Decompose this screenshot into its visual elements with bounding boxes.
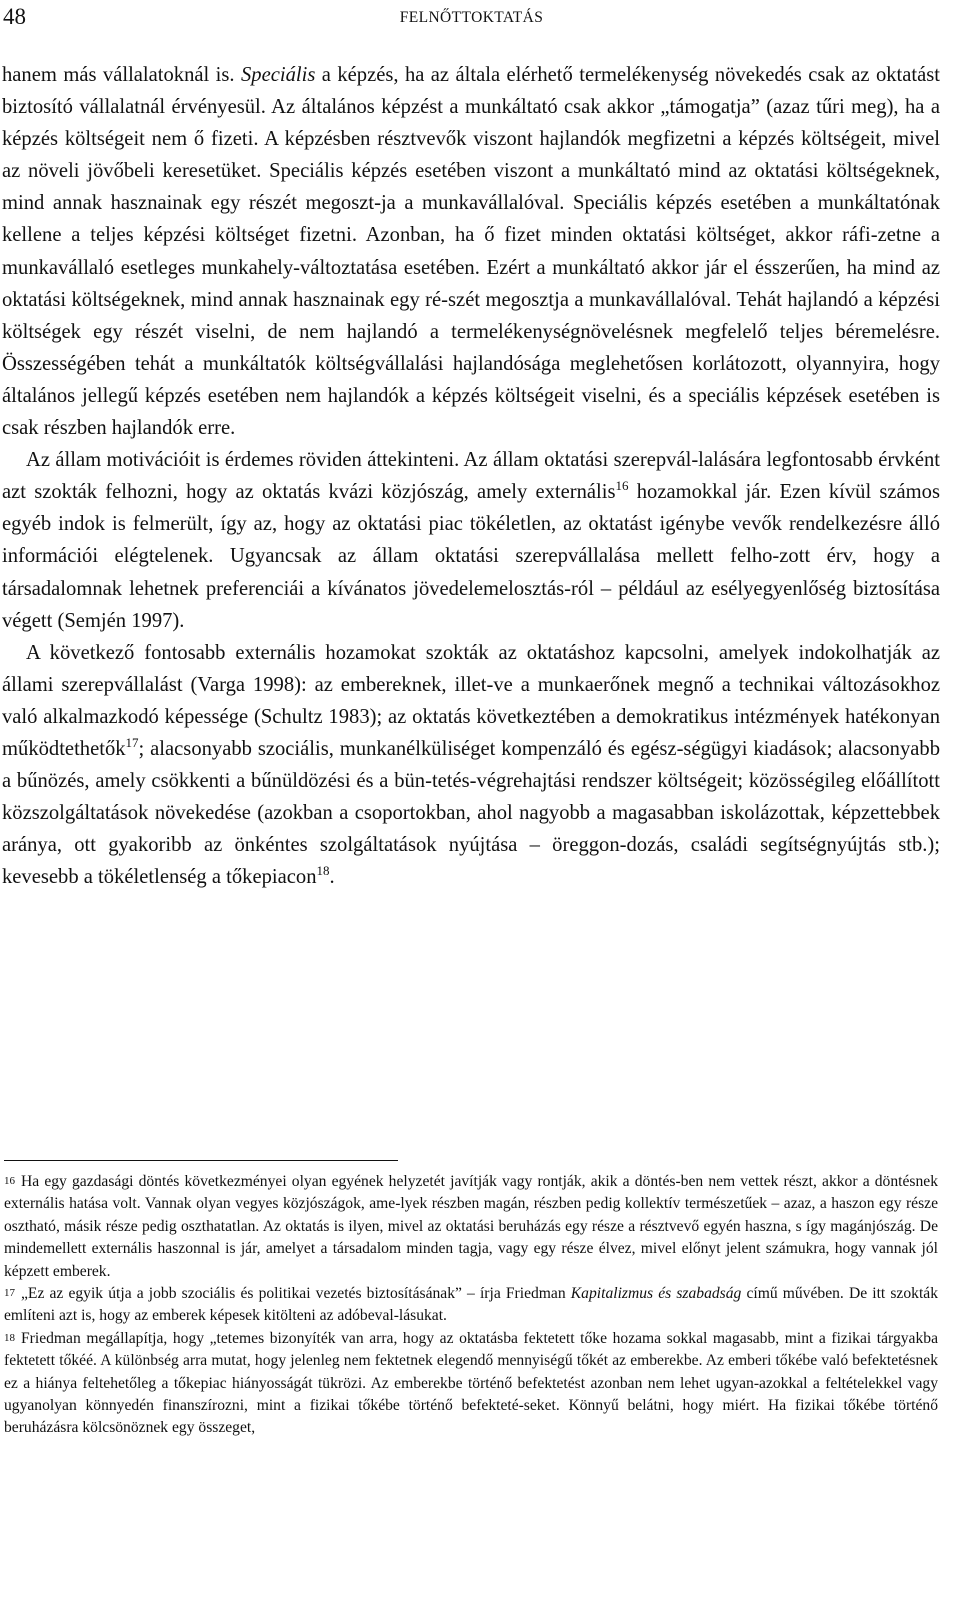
footnotes <box>4 1171 938 1440</box>
footnote-17 <box>4 1283 938 1328</box>
footnote-18 <box>4 1328 938 1440</box>
footnote-text: Ha egy gazdasági döntés következményei olyan egyének helyzetét javítják vagy rontják, akik a döntés-ben nem vettek részt, akkor a döntésnek externális hatása volt. Vannak olyan vegyes közjószágok, ame-lyek részben magán, részben pedig kollektív természetűek – azaz, a haszon egy része osztható, másik része pedig oszthatatlan. Az oktatás is ilyen, mivel az oktatási beruházás egy része a résztvevő egyén haszna, s így magánjószág. De mindemellett externális haszonnal is jár, amelyet a társadalom minden tagja, vagy egy része élvez, mivel előnyt jelent számukra, hogy vannak jól képzett emberek. <box>4 1173 938 1280</box>
paragraph-2 <box>2 444 940 637</box>
paragraph-1 <box>2 59 940 444</box>
paragraph-2-text-a: Az állam motivációit is érdemes röviden áttekinteni. Az állam oktatási szerepvál-lalására legfontosabb érvként azt szokták felhozni, hogy az oktatás kvázi közjószág, amely externális <box>2 449 940 504</box>
footnote-number: 16 <box>4 1175 15 1187</box>
footnote-text: Friedman megállapítja, hogy „tetemes bizonyíték van arra, hogy az oktatásba fektetett tőke hozama sokkal magasabb, mint a fizikai tárgyakba fektetett tőkéé. A különbség arra mutat, hogy jelenleg nem fektetnek elegendő mennyiségű tőkét az emberekbe. Az emberi tőkébe való befektetésnek ez a hiánya feltehetőleg a tőkepiac hiányosságát tükrözi. Az emberekbe történő befektetést azonban nem lehet ugyan-azokkal a feltételekkel vagy ugyanolyan könnyedén finanszírozni, mint a fizikai tőkébe történő befekteté-seket. Könnyű belátni, hogy miért. Ha fizikai tőkébe történő beruházásra kölcsönöznek egy összeget, <box>4 1329 938 1437</box>
footnote-text-cont: című művében. De itt szokták említeni azt is, hogy az emberek képesek kitölteni az adóbeval-lásukat. <box>4 1285 939 1325</box>
book-title: Kapitalizmus és szabadság <box>570 1285 742 1303</box>
footnote-ref-17[interactable]: 17 <box>125 734 139 750</box>
footnote-number: 18 <box>4 1331 15 1344</box>
body-text <box>2 59 940 893</box>
page-number: 48 <box>3 4 26 29</box>
running-head: FELNŐTTOKTATÁS <box>399 9 544 26</box>
footnote-ref-18[interactable]: 18 <box>316 863 330 879</box>
paragraph-3-text-b: ; alacsonyabb szociális, munkanélküliséget kompenzáló és egész-ségügyi kiadások; alacsonyabb a bűnözés, amely csökkenti a bűnüldözési és a bün-tetés-végrehajtási rendszer költségeit; közösségileg előállított közszolgáltatások növekedése (azokban a csoportokban, ahol nagyobb a magasabban iskolázottak, képzettebbek aránya, ott gyakoribb az önkéntes szolgáltatások nyújtása – öreggon-dozás, családi segítségnyújtás stb.); kevesebb a tökéletlenség a tőkepiacon <box>2 737 940 889</box>
paragraph-3-text-c: . <box>329 866 335 889</box>
paragraph-1-text-a: hanem más vállalatoknál is. <box>2 64 241 86</box>
paragraph-3-text-a: A következő fontosabb externális hozamokat szokták az oktatáshoz kapcsolni, amelyek indokolhatják az állami szerepvállalást (Varga 1998): az embereknek, illet-ve a munkaerőnek megnő a technikai változásokhoz való alkalmazkodó képessége (Schultz 1983); az oktatás következtében a demokratikus intézmények hatékonyan működtethetők <box>2 641 940 760</box>
footnote-16 <box>4 1171 938 1283</box>
footnote-separator <box>4 1160 398 1161</box>
footnote-ref-16[interactable]: 16 <box>615 478 629 494</box>
footnote-text: „Ez az egyik útja a jobb szociális és politikai vezetés biztosításának” – írja Friedman <box>21 1285 571 1303</box>
paragraph-2-text-b: hozamokkal jár. Ezen kívül számos egyéb indok is felmerült, így az, hogy az oktatási piac tökéletlen, az oktatást igénybe vevők rendelkezésre álló információi elégtelenek. Ugyancsak az állam oktatási szerepvállalása mellett felho-zott érv, hogy a társadalomnak lehetnek preferenciái a kívánatos jövedelemelosztás-ról – például az esélyegyenlőség biztosítása végett (Semjén 1997). <box>2 481 940 632</box>
footnote-number: 17 <box>4 1287 15 1300</box>
page-header <box>3 2 940 32</box>
paragraph-3 <box>2 637 940 894</box>
paragraph-1-text-b: a képzés, ha az általa elérhető termelékenység növekedés csak az oktatást biztosító vállalatnál érvényesül. Az általános képzést a munkáltató csak akkor „támogatja” (azaz tűri meg), ha a képzés költségeit nem ő fizeti. A képzésben résztvevők viszont hajlandók megfizetni a képzés költségeit, mivel az növeli jövőbeli keresetüket. Speciális képzés esetében viszont a munkáltató mind az oktatási költségeknek, mind annak hasznainak egy részét megoszt-ja a munkavállalóval. Speciális képzés esetében a munkáltatónak kellene a teljes képzési költséget fizetni. Azonban, ha ő fizet minden oktatási költséget, akkor ráfi-zetne a munkavállaló esetleges munkahely-változtatása esetében. Ezért a munkáltató akkor jár el ésszerűen, ha mind az oktatási költségeknek, mind annak hasznainak egy ré-szét megosztja a munkavállalóval. Tehát hajlandó a képzési költségek egy részét viselni, de nem hajlandó a termelékenységnövelésnek megfelelő teljes béremelésre. Összességében tehát a munkáltatók költségvállalási hajlandósága meglehetősen korlátozott, olyannyira, hogy általános jellegű képzés esetében nem hajlandók a képzés költségeit viselni, és a speciális képzések esetében is csak részben hajlandók erre. <box>2 64 940 440</box>
emphasis-specialis: Speciális <box>241 64 316 86</box>
